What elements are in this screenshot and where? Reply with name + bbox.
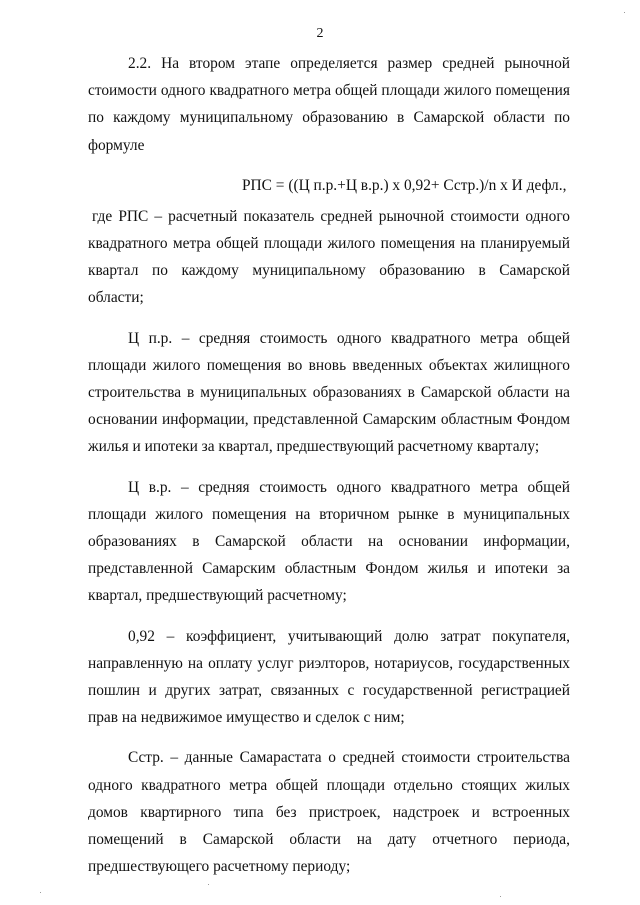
definition-coefficient-092: 0,92 – коэффициент, учитывающий долю затрат покупателя, направленную на оплату услуг риэлторов, нотариусов, государственных пошлин и других затрат, связанных с государственной регистрацией прав на недвижимое имущество и сделок с ним; <box>88 627 570 727</box>
rps-formula: РПС = ((Ц п.р.+Ц в.р.) х 0,92+ Сстр.)/n х И дефл., <box>242 176 567 194</box>
scan-speck <box>624 12 625 13</box>
definition-c-vr: Ц в.р. – средняя стоимость одного квадратного метра общей площади жилого помещения на вторичном рынке в муниципальных образованиях в Самарской области на основании информации, представленной Самарским областным Фондом жилья и ипотеки за квартал, предшествующий расчетному; <box>88 478 570 605</box>
section-intro-paragraph: 2.2. На втором этапе определяется размер средней рыночной стоимости одного квадратного метра общей площади жилого помещения по каждому муниципальному образованию в Самарской области по формуле <box>88 55 570 154</box>
scan-speck <box>208 884 209 885</box>
document-body <box>88 50 570 893</box>
scan-speck <box>40 892 41 893</box>
definition-rps: где РПС – расчетный показатель средней рыночной стоимости одного квадратного метра общей площади жилого помещения на планируемый квартал по каждому муниципальному образованию в Самарской области; <box>88 207 570 307</box>
page-number: 2 <box>316 26 324 41</box>
definition-c-pr: Ц п.р. – средняя стоимость одного квадратного метра общей площади жилого помещения во вновь введенных объектах жилищного строительства в муниципальных образованиях в Самарской области на основании информации, представленной Самарским областным Фондом жилья и ипотеки за квартал, предшествующий расчетному кварталу; <box>88 329 570 456</box>
definition-sstr: Сстр. – данные Самарастата о средней стоимости строительства одного квадратного метра общей площади отдельно стоящих жилых домов квартирного типа без пристроек, надстроек и встроенных помещений в Самарской области на дату отчетного периода, предшествующего расчетному периоду; <box>88 749 570 876</box>
scan-speck <box>500 896 501 897</box>
